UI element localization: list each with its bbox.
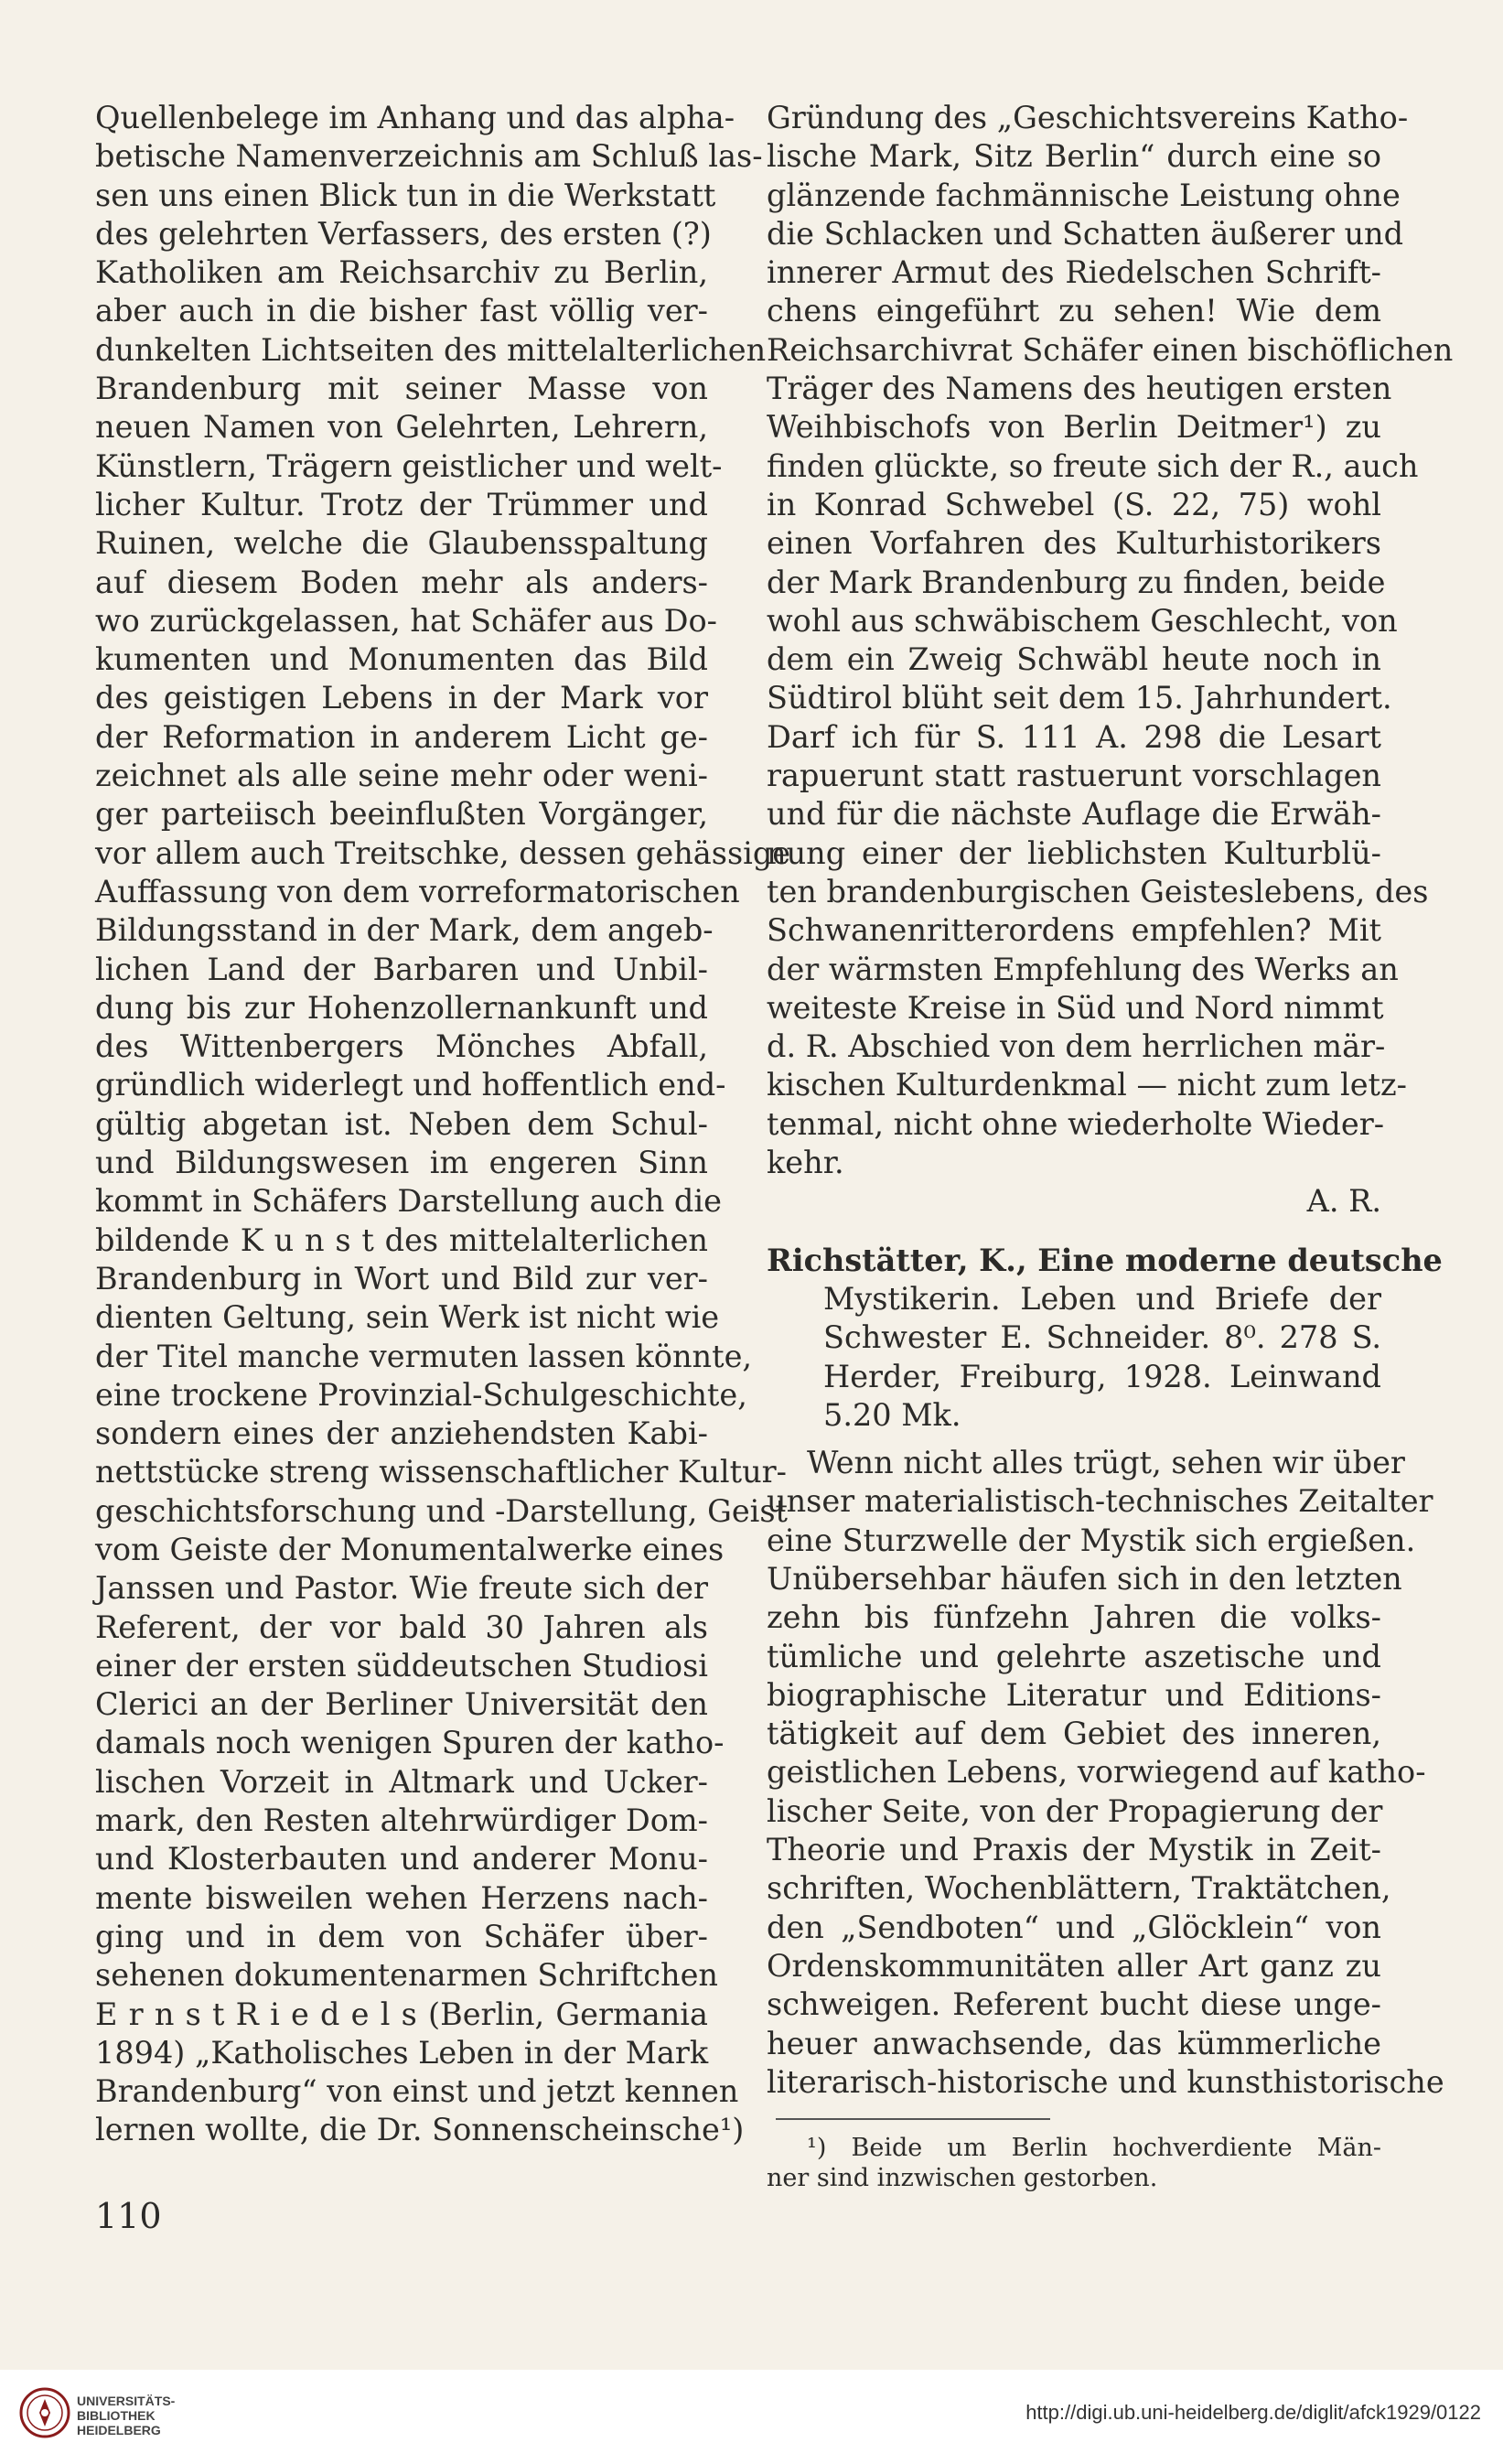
text-line: Theorie und Praxis der Mystik in Zeit- (767, 1832, 1381, 1868)
entry-line: Schwester E. Schneider. 8⁰. 278 S. (823, 1319, 1381, 1356)
text-line: betische Namenverzeichnis am Schluß las- (95, 138, 763, 175)
text-line: lichen Land der Barbaren und Unbil- (95, 951, 708, 987)
text-line: aber auch in die bisher fast völlig ver- (95, 293, 708, 329)
text-line: chens eingeführt zu sehen! Wie dem (767, 293, 1381, 329)
text-line: ger parteiisch beeinflußten Vorgänger, (95, 796, 708, 833)
text-line: der Mark Brandenburg zu finden, beide (767, 564, 1386, 600)
text-line: und Klosterbauten und anderer Monu- (95, 1841, 708, 1878)
text-line: literarisch-historische und kunsthistorische (767, 2063, 1444, 2100)
text-line: zehn bis fünfzehn Jahren die volks- (767, 1599, 1381, 1636)
text-line: wohl aus schwäbischem Geschlecht, von (767, 602, 1398, 639)
text-line: Gründung des „Geschichtsvereins Katho- (767, 100, 1409, 135)
text-line: Wenn nicht alles trügt, sehen wir über (807, 1445, 1405, 1481)
text-line: sondern eines der anziehendsten Kabi- (95, 1415, 708, 1452)
text-line: kommt in Schäfers Darstellung auch die (95, 1183, 722, 1220)
text-line: licher Kultur. Trotz der Trümmer und (95, 486, 708, 522)
signature: A. R. (1306, 1183, 1381, 1220)
text-line: tümliche und gelehrte aszetische und (767, 1638, 1381, 1674)
text-line: Träger des Namens des heutigen ersten (767, 371, 1392, 407)
text-line: sen uns einen Blick tun in die Werkstatt (95, 177, 716, 213)
text-line: in Konrad Schwebel (S. 22, 75) wohl (767, 486, 1381, 522)
text-line: einer der ersten süddeutschen Studiosi (95, 1647, 708, 1684)
library-name-line: HEIDELBERG (77, 2423, 161, 2437)
text-line: und für die nächste Auflage die Erwäh- (767, 796, 1381, 833)
text-line: schriften, Wochenblättern, Traktätchen, (767, 1870, 1391, 1907)
text-line: eine trockene Provinzial-Schulgeschichte, (95, 1376, 747, 1413)
library-name (77, 2394, 175, 2437)
text-line: heuer anwachsende, das kümmerliche (767, 2025, 1381, 2061)
library-logo[interactable] (18, 2386, 210, 2447)
library-name-line: UNIVERSITÄTS- (77, 2394, 176, 2408)
text-line: Schwanenritterordens empfehlen? Mit (767, 912, 1381, 949)
text-line: tätigkeit auf dem Gebiet des inneren, (767, 1716, 1381, 1752)
text-line: innerer Armut des Riedelschen Schrift- (767, 254, 1381, 291)
left-column (95, 99, 791, 2150)
text-line: und Bildungswesen im engeren Sinn (95, 1145, 708, 1181)
text-line: wo zurückgelassen, hat Schäfer aus Do- (95, 602, 717, 639)
book-entry-heading: Richstätter, K., Eine moderne deutsche (767, 1242, 1443, 1278)
text-line: sehenen dokumentenarmen Schriftchen (95, 1957, 718, 1994)
text-line: finden glückte, so freute sich der R., auch (767, 447, 1419, 484)
text-line: lischen Vorzeit in Altmark und Ucker- (95, 1763, 708, 1800)
text-line: kischen Kulturdenkmal — nicht zum letz- (767, 1067, 1407, 1103)
review-continuation (767, 99, 1454, 1182)
text-line: auf diesem Boden mehr als anders- (95, 564, 708, 600)
text-line: tenmal, nicht ohne wiederholte Wieder- (767, 1105, 1385, 1142)
text-line: Südtirol blüht seit dem 15. Jahrhundert. (767, 680, 1392, 716)
text-line: Unübersehbar häufen sich in den letzten (767, 1560, 1402, 1597)
text-line: biographische Literatur und Editions- (767, 1676, 1381, 1713)
text-line: E r n s t R i e d e l s (Berlin, Germania (95, 1996, 708, 2032)
text-line: Brandenburg“ von einst und jetzt kennen (95, 2073, 739, 2110)
text-line: der Reformation in anderem Licht ge- (95, 718, 708, 755)
text-line: Referent, der vor bald 30 Jahren als (95, 1609, 708, 1645)
text-line: unser materialistisch-technisches Zeitalter (767, 1483, 1433, 1520)
text-line: Quellenbelege im Anhang und das alpha- (95, 100, 735, 135)
text-line: ten brandenburgischen Geisteslebens, des (767, 873, 1429, 909)
text-line: Bildungsstand in der Mark, dem angeb- (95, 912, 714, 949)
text-line: der wärmsten Empfehlung des Werks an (767, 951, 1399, 987)
library-seal-icon (18, 2386, 71, 2439)
text-line: kehr. (767, 1145, 844, 1181)
text-line: kumenten und Monumenten das Bild (95, 641, 708, 678)
footnote-divider (776, 2118, 1050, 2120)
text-line: rapuerunt statt rastuerunt vorschlagen (767, 758, 1381, 794)
right-column (767, 99, 1454, 2193)
text-line: Brandenburg mit seiner Masse von (95, 371, 708, 407)
text-line: lischer Seite, von der Propagierung der (767, 1792, 1383, 1829)
text-line: dienten Geltung, sein Werk ist nicht wie (95, 1299, 720, 1336)
footnote-line: ¹) Beide um Berlin hochverdiente Män- (807, 2134, 1381, 2163)
text-line: des gelehrten Verfassers, des ersten (?) (95, 215, 712, 252)
entry-line: Mystikerin. Leben und Briefe der (823, 1280, 1381, 1317)
text-line: dem ein Zweig Schwäbl heute noch in (767, 641, 1381, 678)
text-line: 1894) „Katholisches Leben in der Mark (95, 2034, 709, 2071)
text-line: den „Sendboten“ und „Glöcklein“ von (767, 1909, 1381, 1945)
entry-line: Herder, Freiburg, 1928. Leinwand (823, 1358, 1381, 1394)
text-line: vom Geiste der Monumentalwerke eines (95, 1531, 725, 1567)
footnote-line: ner sind inzwischen gestorben. (767, 2164, 1158, 2193)
entry-line: 5.20 Mk. (823, 1396, 961, 1433)
text-line: eine Sturzwelle der Mystik sich ergießen. (767, 1522, 1416, 1558)
text-line: lische Mark, Sitz Berlin“ durch eine so (767, 138, 1381, 175)
text-line: Ordenskommunitäten aller Art ganz zu (767, 1947, 1381, 1984)
text-line: des geistigen Lebens in der Mark vor (95, 680, 708, 716)
text-line: glänzende fachmännische Leistung ohne (767, 177, 1401, 213)
text-line: ging und in dem von Schäfer über- (95, 1918, 708, 1954)
text-line: Janssen und Pastor. Wie freute sich der (95, 1570, 708, 1607)
text-line: nettstücke streng wissenschaftlicher Kultur- (95, 1454, 787, 1490)
text-line: geistlichen Lebens, vorwiegend auf katho- (767, 1754, 1426, 1791)
text-line: weiteste Kreise in Süd und Nord nimmt (767, 989, 1384, 1026)
text-line: nung einer der lieblichsten Kulturblü- (767, 834, 1381, 871)
text-line: des Wittenbergers Mönches Abfall, (95, 1028, 708, 1065)
review-paragraph (767, 1444, 1444, 2102)
library-name-line: BIBLIOTHEK (77, 2408, 156, 2423)
text-line: geschichtsforschung und -Darstellung, Geist (95, 1492, 789, 1529)
text-line: lernen wollte, die Dr. Sonnenscheinsche¹) (95, 2112, 745, 2148)
text-line: schweigen. Referent bucht diese unge- (767, 1986, 1381, 2023)
text-line: Darf ich für S. 111 A. 298 die Lesart (767, 718, 1381, 755)
text-line: zeichnet als alle seine mehr oder weni- (95, 758, 708, 794)
footer-bar (0, 2370, 1503, 2464)
book-entry-details (767, 1280, 1381, 1435)
text-line: einen Vorfahren des Kulturhistorikers (767, 525, 1381, 562)
text-line: Katholiken am Reichsarchiv zu Berlin, (95, 254, 708, 291)
text-line: d. R. Abschied von dem herrlichen mär- (767, 1028, 1386, 1065)
text-line: Künstlern, Trägern geistlicher und welt- (95, 447, 723, 484)
text-line: Clerici an der Berliner Universität den (95, 1686, 708, 1723)
footnote (767, 2133, 1381, 2193)
text-line: die Schlacken und Schatten äußerer und (767, 215, 1404, 252)
text-line: mente bisweilen wehen Herzens nach- (95, 1879, 708, 1916)
text-line: neuen Namen von Gelehrten, Lehrern, (95, 409, 708, 446)
book-entry (767, 1242, 1443, 1435)
text-line: gründlich widerlegt und hoffentlich end- (95, 1067, 726, 1103)
text-line: Weihbischofs von Berlin Deitmer¹) zu (767, 409, 1381, 446)
text-line: damals noch wenigen Spuren der katho- (95, 1725, 725, 1761)
text-line: gültig abgetan ist. Neben dem Schul- (95, 1105, 708, 1142)
text-line: mark, den Resten altehrwürdiger Dom- (95, 1802, 708, 1839)
text-line: Ruinen, welche die Glaubensspaltung (95, 525, 708, 562)
text-line: Reichsarchivrat Schäfer einen bischöflichen (767, 331, 1454, 368)
text-line: Auffassung von dem vorreformatorischen (95, 873, 740, 909)
text-line: Brandenburg in Wort und Bild zur ver- (95, 1260, 708, 1297)
text-line: bildende K u n s t des mittelalterlichen (95, 1221, 708, 1258)
text-line: dung bis zur Hohenzollernankunft und (95, 989, 708, 1026)
page-number: 110 (95, 2196, 162, 2236)
source-url-link[interactable]: http://digi.ub.uni-heidelberg.de/diglit/afck1929/0122 (1025, 2401, 1481, 2424)
text-line: vor allem auch Treitschke, dessen gehässige (95, 834, 791, 871)
text-line: der Titel manche vermuten lassen könnte, (95, 1338, 753, 1374)
text-line: dunkelten Lichtseiten des mittelalterlichen (95, 331, 767, 368)
